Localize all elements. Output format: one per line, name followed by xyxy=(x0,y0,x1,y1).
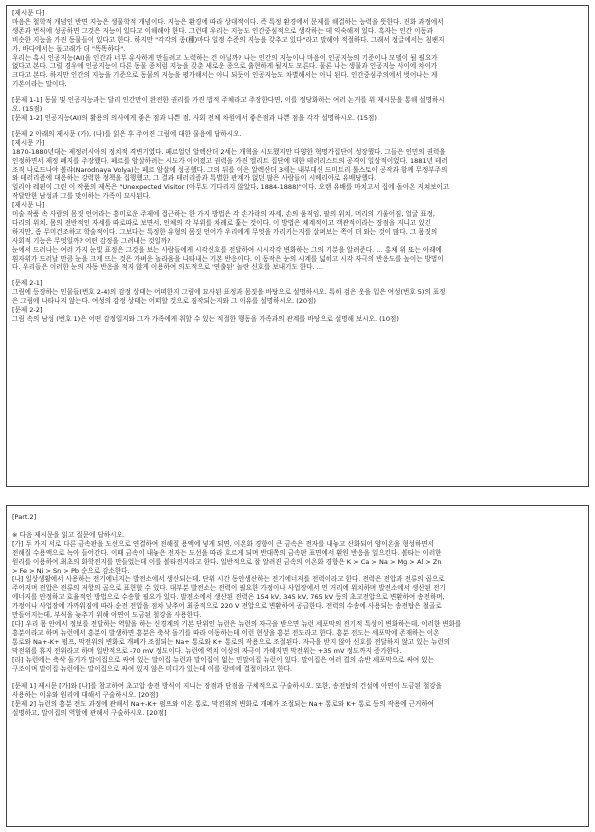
passage-na-line: 미술 작품 속 사람의 몸짓 언어라는 흥미로운 주제에 접근하는 한 가지 방법은 각 손가락의 자세, 손의 움직임, 팔의 위치, 머리의 기울어짐, 얼굴 표정, xyxy=(12,210,436,219)
passage-ga-line: 인정하면서 제정 폐지를 주장했다. 페르를 암살하려는 시도가 이어졌고 권력을 가진 엘리트 집단에 대한 테러리스트의 공격이 일상적이었다. 1881년 테러 xyxy=(12,156,448,165)
question-2-line: [문제 2] 뉴런의 흥분 전도 과정에 관해서 Na+-K+ 펌프와 이온 통로, 막전위의 변화로 개폐가 조절되는 Na+ 통로와 K+ 통로 등의 작용에 근거하여 xyxy=(12,700,434,709)
passage-d-line: 마음은 철학적 개념인 반면 지능은 생물학적 개념이다. 지능은 환경에 따라 상대적이다. 즉 특정 환경에서 문제를 해결하는 능력을 뜻한다. 진화 과정에서 xyxy=(12,17,444,26)
passage-na-line: 사회적 기능은 무엇일까? 어떤 감정을 그려내는 것일까? xyxy=(12,236,171,245)
question-2-1-heading: [문제 2-1] xyxy=(12,279,43,288)
passage-ga-line: 1870-1880년대는 제정러시아의 정치적 격변기였다. 페르얼던 알렉산더 2세는 개혁을 시도했지만 다양한 혁명가집단이 성장했다. 그들은 인민의 권력을 xyxy=(12,147,446,156)
passage-d-line: 생존과 번식에 성공하면 그것은 지능이 있다고 이해해야 한다. 그런데 우리는 지능도 인간중심적으로 생각하는 데 익숙해져 있다. 흑자는 인간 이동과 xyxy=(12,26,434,35)
part2-instruction: ※ 다음 제시문을 읽고 질문에 답하시오. xyxy=(12,530,125,539)
passage-na-line: 에너지를 안정하고 효율적인 방법으로 수송할 필요가 있다. 발전소에서 생산된 전력은 154 kV, 345 kV, 765 kV 등의 초고전압으로 변환하여 송전하며, xyxy=(12,593,445,602)
passage-ga-line: 전해질 수용액으로 녹아 들어간다. 이때 금속이 내놓은 전자는 도선을 따라 흐르게 되며 반대쪽의 금속판 표면에서 환원 반응을 일으킨다. 볼타는 이러한 xyxy=(12,548,442,557)
passage-d-line: 가, 바다에서는 돌고래가 더 "똑똑하다". xyxy=(12,44,126,53)
question-1-line: [문제 1] 제시문 [가]와 [나]를 참고하여 초고압 송전 방식이 지니는 장점과 단점을 구체적으로 구술하시오. 또한, 송전탑의 건설에 아연이 도금된 철강을 xyxy=(12,682,443,691)
passage-na-line: 주어지며 전압은 전류의 저항의 곱으로 표현할 수 있다. 대부분 발전소는 전력이 필요한 가정이나 사업장에서 먼 거리에 위치하며 발전소에서 생산된 전기 xyxy=(12,584,446,593)
passage-na-line: 흰자위가 드러날 만큼 눈을 크게 뜨는 것은 가벼운 놀라움을 나타내는 기본 반응이다. 이 동작은 눈의 시계를 넓히고 시각 자극의 반응도를 높이는 방법이 xyxy=(12,254,444,263)
passage-ga-line: 일리야 레핀이 그린 이 작품의 제목은 "Unexpected Visitor (아무도 기다리지 않았다, 1884-1888)"이다. 오랜 유배를 마치고서 집에 돌아온 지쳐보이고 xyxy=(12,183,450,192)
passage-na-line: 다리의 위치, 몸의 전반적인 자세를 따로따로 보면서, 인체의 각 부위를 차례로 훑는 것이다. 이 방법은 체계적이고 객관적이라는 장점을 지니고 있긴 xyxy=(12,218,431,227)
question-2-intro: [문제 2 아래의 제시문 (가), (나)를 읽은 후 주어진 그림에 대한 물음에 답하시오. xyxy=(12,129,242,138)
passage-ga-line: [가] 두 가지 서로 다른 금속판을 도선으로 연결하여 전해질 용액에 넣게 되면, 이온화 경향이 큰 금속은 전자를 내놓고 산화되어 양이온을 형성하면서 xyxy=(12,539,434,548)
question-2-2-heading: [문제 2-2] xyxy=(12,306,43,315)
passage-da-line: 흥분이라고 하며 뉴런에서 흥분이 발생하면 흥분은 축삭 돌기를 따라 이동하는데 이런 현상을 흥분 전도라고 한다. 흥분 전도는 세포막에 존재하는 이온 xyxy=(12,628,440,637)
passage-na-line: 만들어지는데, 부식을 늦추기 위해 아연이 도금된 철강을 사용한다. xyxy=(12,611,202,620)
passage-ra-line: [라] 뉴런에는 축삭 돌기가 말이집으로 싸여 있는 말이집 뉴런과 말이집이 없는 민말이집 뉴런이 있다. 말이집은 여러 겹의 슈반 세포막으로 싸여 있는 xyxy=(12,655,434,664)
part2-box xyxy=(6,505,589,827)
passage-ga-line: 와 테러리즘에 대응하는 강력한 정책을 집행했고, 그 결과 테러리즘과 특별한 관계가 없던 많은 사람들이 시베리아로 유배당했다. xyxy=(12,174,377,183)
passage-ga-line: 조직 나로드나야 볼랴(Narodnaya Volya)는 페르 암살에 성공했다. 그의 뒤를 이은 알렉산더 3세는 내부대신 드미트리 톨스토이 공작과 함께 무정부주의 xyxy=(12,165,448,174)
passage-d-line: 없다고 본다. 그럴 경우에 인공지능이 다른 동물 종처럼 지능을 갖춘 새로운 종으로 출현하게 될지도 모른다. 물론 나는 생물과 인공지능 사이에 차이가 xyxy=(12,62,438,71)
passage-da-line: 막전위를 휴지 전위라고 하며 일반적으로 -70 mV 정도이다. 뉴런에 역치 이상의 자극이 가해지면 막전위는 +35 mV 정도까지 증가한다. xyxy=(12,646,402,655)
question-2-1-line: 은 그림에 나타나지 않는다. 여성의 감정 상태는 어떠할 것으로 짐작되는지와 그 이유를 설명하시오. (20점) xyxy=(12,297,316,306)
part1-box xyxy=(6,5,589,487)
question-1-2: [문제 1-2] 인공지능(AI)의 활용의 의사에게 좋은 점과 나쁜 점, 사회 전체 차원에서 좋은점과 나쁜 점을 각각 설명하시오. (15점) xyxy=(12,113,377,122)
question-1-line: 사용하는 이유와 원리에 대해서 구술하시오. [20점] xyxy=(12,691,159,700)
passage-ga-line: > Fe > Ni > Sn > Pb 순으로 감소한다. xyxy=(12,566,130,575)
heading-passage-ga: [제시문 가] xyxy=(12,138,45,147)
passage-da-line: 통로와 Na+-K+ 펌프, 막전위의 변화로 개폐가 조절되는 Na+ 통로와 K+ 통로의 작용으로 조절된다. 자극을 받지 않아 신호를 전달하지 않고 있는 뉴런의 xyxy=(12,637,451,646)
question-1-1: [문제 1-1] 동물 및 인공지능과는 달리 인간만이 완전한 권리를 가진 법적 주체라고 주장한다면, 이를 정당화하는 여러 논거를 위 제시문을 통해 설명하시 xyxy=(12,96,445,105)
passage-na-line: [나] 일상생활에서 사용하는 전기에너지는 발전소에서 생산되는데, 단위 시간 동안생산하는 전기에너지를 전력이라고 한다. 전력은 전압과 전류의 곱으로 xyxy=(12,575,445,584)
part2-heading: [Part.2] xyxy=(12,513,37,521)
question-2-1-line: 그림에 등장하는 인물들(번호 2-4)의 감정 상태는 어떠한지 그림에 묘사된 표정과 몸짓을 바탕으로 설명하시오. 특히 검은 옷을 입은 여성(번호 5)의 표정 xyxy=(12,288,446,297)
heading-passage-d: [제시문 다] xyxy=(12,9,45,17)
passage-na-line: 하지만, 좀 무미건조하고 학술적이다. 그보다는 특정한 유형의 몸짓 언어가 우리에게 무엇을 가리키는지를 살펴보는 쪽이 더 와는 것이 많다. 그 몸짓의 xyxy=(12,227,438,236)
passage-na-line: 가정이나 사업장에 가까워짐에 따라 순전 전압을 점차 낮추어 최종적으로 220 V 전압으로 변환하여 공급한다. 전력의 수송에 사용되는 송전탑은 철골로 xyxy=(12,602,442,611)
passage-da-line: [다] 우리 몸 안에서 정보를 전달하는 역할을 하는 신경계의 기본 단위인 뉴런은 뉴런의 자극을 받으면 뉴런 세포막의 전기적 특성이 변화하는데, 이러한 변화를 xyxy=(12,619,462,628)
question-2-line: 설명하고, 말이집의 역할에 관해서 구술하시오. [20점] xyxy=(12,709,167,718)
passage-na-line: 눈에서 드러나는 여러 가지 눈빛 표정은 그것을 보는 사람들에게 시각신호를 전달하여 시시각각 변화하는 그의 기분을 알려준다. … 홍채 위 또는 아래에 xyxy=(12,245,442,254)
question-1-1-cont: 오. (15점) xyxy=(12,105,43,114)
heading-passage-na: [제시문 나] xyxy=(12,201,45,210)
passage-d-line: 크다고 본다. 하지만 인간의 지능을 기준으로 동물의 지능을 평가해서는 아니 되듯이 인공지능도 차별해서는 아니 된다. 인간중심주의에서 벗어나는 게 xyxy=(12,71,438,80)
passage-na-line: 다. 우리들은 이러한 눈의 자동 반응을 적지 않게 이용하여 의도적으로 '연출된' 놀란 신호를 보내기도 한다. … xyxy=(12,263,324,272)
passage-d-line: 우리는 혹시 인공지능(AI)을 인간과 너무 유사하게 만들려고 노력하는 건 아닐까? 나는 인간의 지능이나 마음이 인공지능의 기준이나 모델이 될 필요가 xyxy=(12,53,438,62)
passage-ga-line: 원리를 이용하여 최초의 화학전지를 만들었는데 이를 볼타전지라고 한다. 일반적으로 잘 알려진 금속의 이온화 경향은 K > Ca > Na > Mg > Al > Zn xyxy=(12,557,442,566)
passage-d-line: 비슷한 지능을 가진 동물들이 있다고 한다. 하지만 "각각의 종(種)마다 일정 수준의 지능을 갖추고 있다"라고 말해야 적절하다. 그래서 정글에서는 침팬지 xyxy=(12,35,445,44)
passage-d-line: 기본이라는 말이다. xyxy=(12,80,67,89)
passage-ra-line: 구조이며 말이집 뉴런에는 말이집으로 싸여 있지 않은 미디가 있는데 이를 랑비에 결절이라고 한다. xyxy=(12,664,293,673)
passage-ga-line: 작달만한 남성과 그를 맞이하는 가족이 묘사된다. xyxy=(12,192,151,201)
question-2-2-line: 그림 속의 남성 (번호 1)은 어떤 감정일지와 그가 가족에게 취할 수 있는 적절한 행동을 가족과의 관계를 바탕으로 설명해 보시오. (10점) xyxy=(12,315,399,323)
